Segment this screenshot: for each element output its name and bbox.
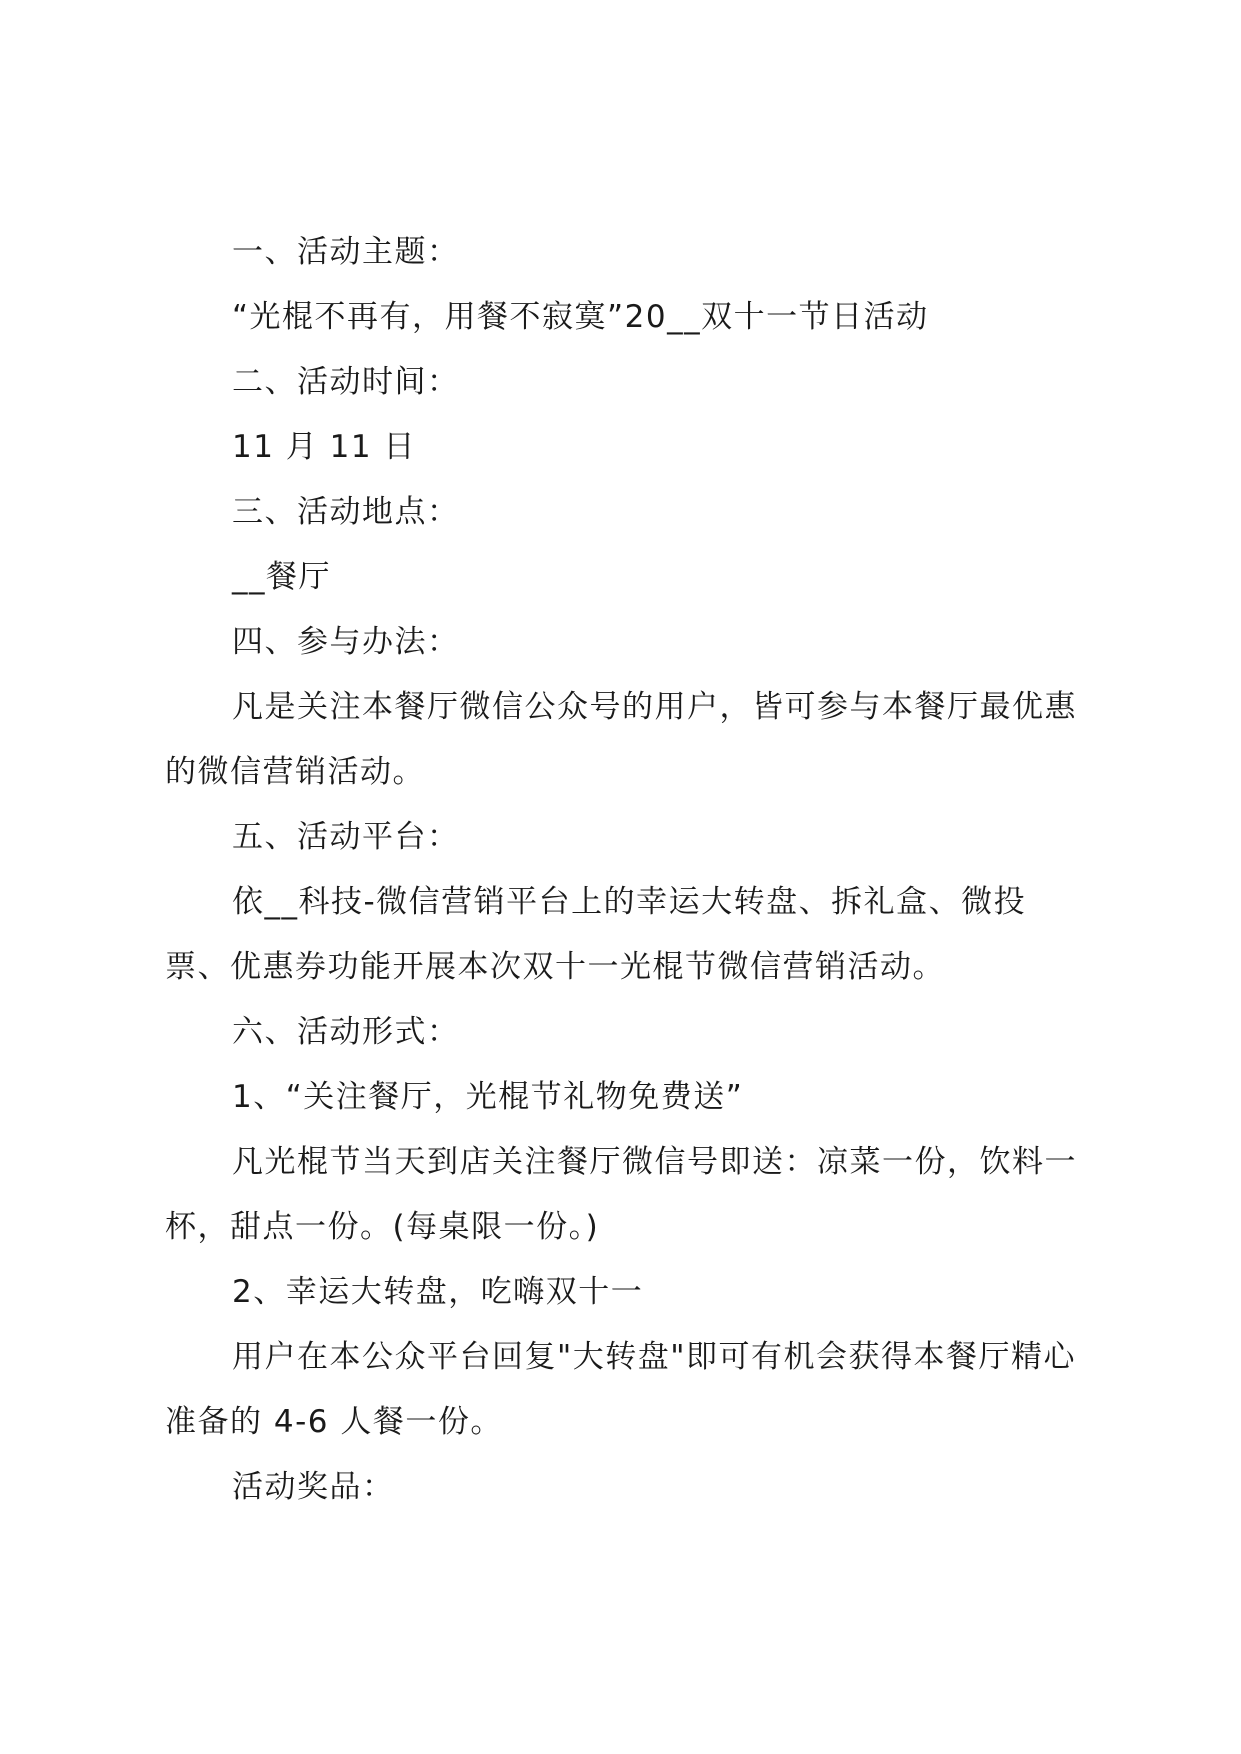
section-heading-platform: 五、活动平台：: [232, 819, 460, 855]
theme-text: “光棍不再有，用餐不寂寞”20__双十一节日活动: [232, 299, 929, 335]
time-text: 11 月 11 日: [232, 429, 416, 465]
format-item-2-text-line-2: 准备的 4-6 人餐一份。: [165, 1404, 503, 1440]
format-item-1-title: 1、“关注餐厅，光棍节礼物免费送”: [232, 1079, 744, 1115]
section-heading-participation: 四、参与办法：: [232, 624, 460, 660]
section-heading-location: 三、活动地点：: [232, 494, 460, 530]
format-item-1-text-line-1: 凡光棍节当天到店关注餐厅微信号即送：凉菜一份，饮料一: [232, 1144, 1077, 1180]
section-heading-format: 六、活动形式：: [232, 1014, 460, 1050]
format-item-2-title: 2、幸运大转盘，吃嗨双十一: [232, 1274, 644, 1310]
prizes-heading: 活动奖品：: [232, 1469, 395, 1505]
platform-text-line-2: 票、优惠券功能开展本次双十一光棍节微信营销活动。: [165, 949, 945, 985]
format-item-1-text-line-2: 杯，甜点一份。(每桌限一份。): [165, 1209, 600, 1245]
format-item-2-text-line-1: 用户在本公众平台回复"大转盘"即可有机会获得本餐厅精心: [232, 1339, 1077, 1375]
section-heading-theme: 一、活动主题：: [232, 234, 460, 270]
platform-text-line-1: 依__科技-微信营销平台上的幸运大转盘、拆礼盒、微投: [232, 884, 1027, 920]
section-heading-time: 二、活动时间：: [232, 364, 460, 400]
location-text: __餐厅: [232, 559, 331, 595]
participation-text-line-1: 凡是关注本餐厅微信公众号的用户，皆可参与本餐厅最优惠: [232, 689, 1077, 725]
participation-text-line-2: 的微信营销活动。: [165, 754, 425, 790]
